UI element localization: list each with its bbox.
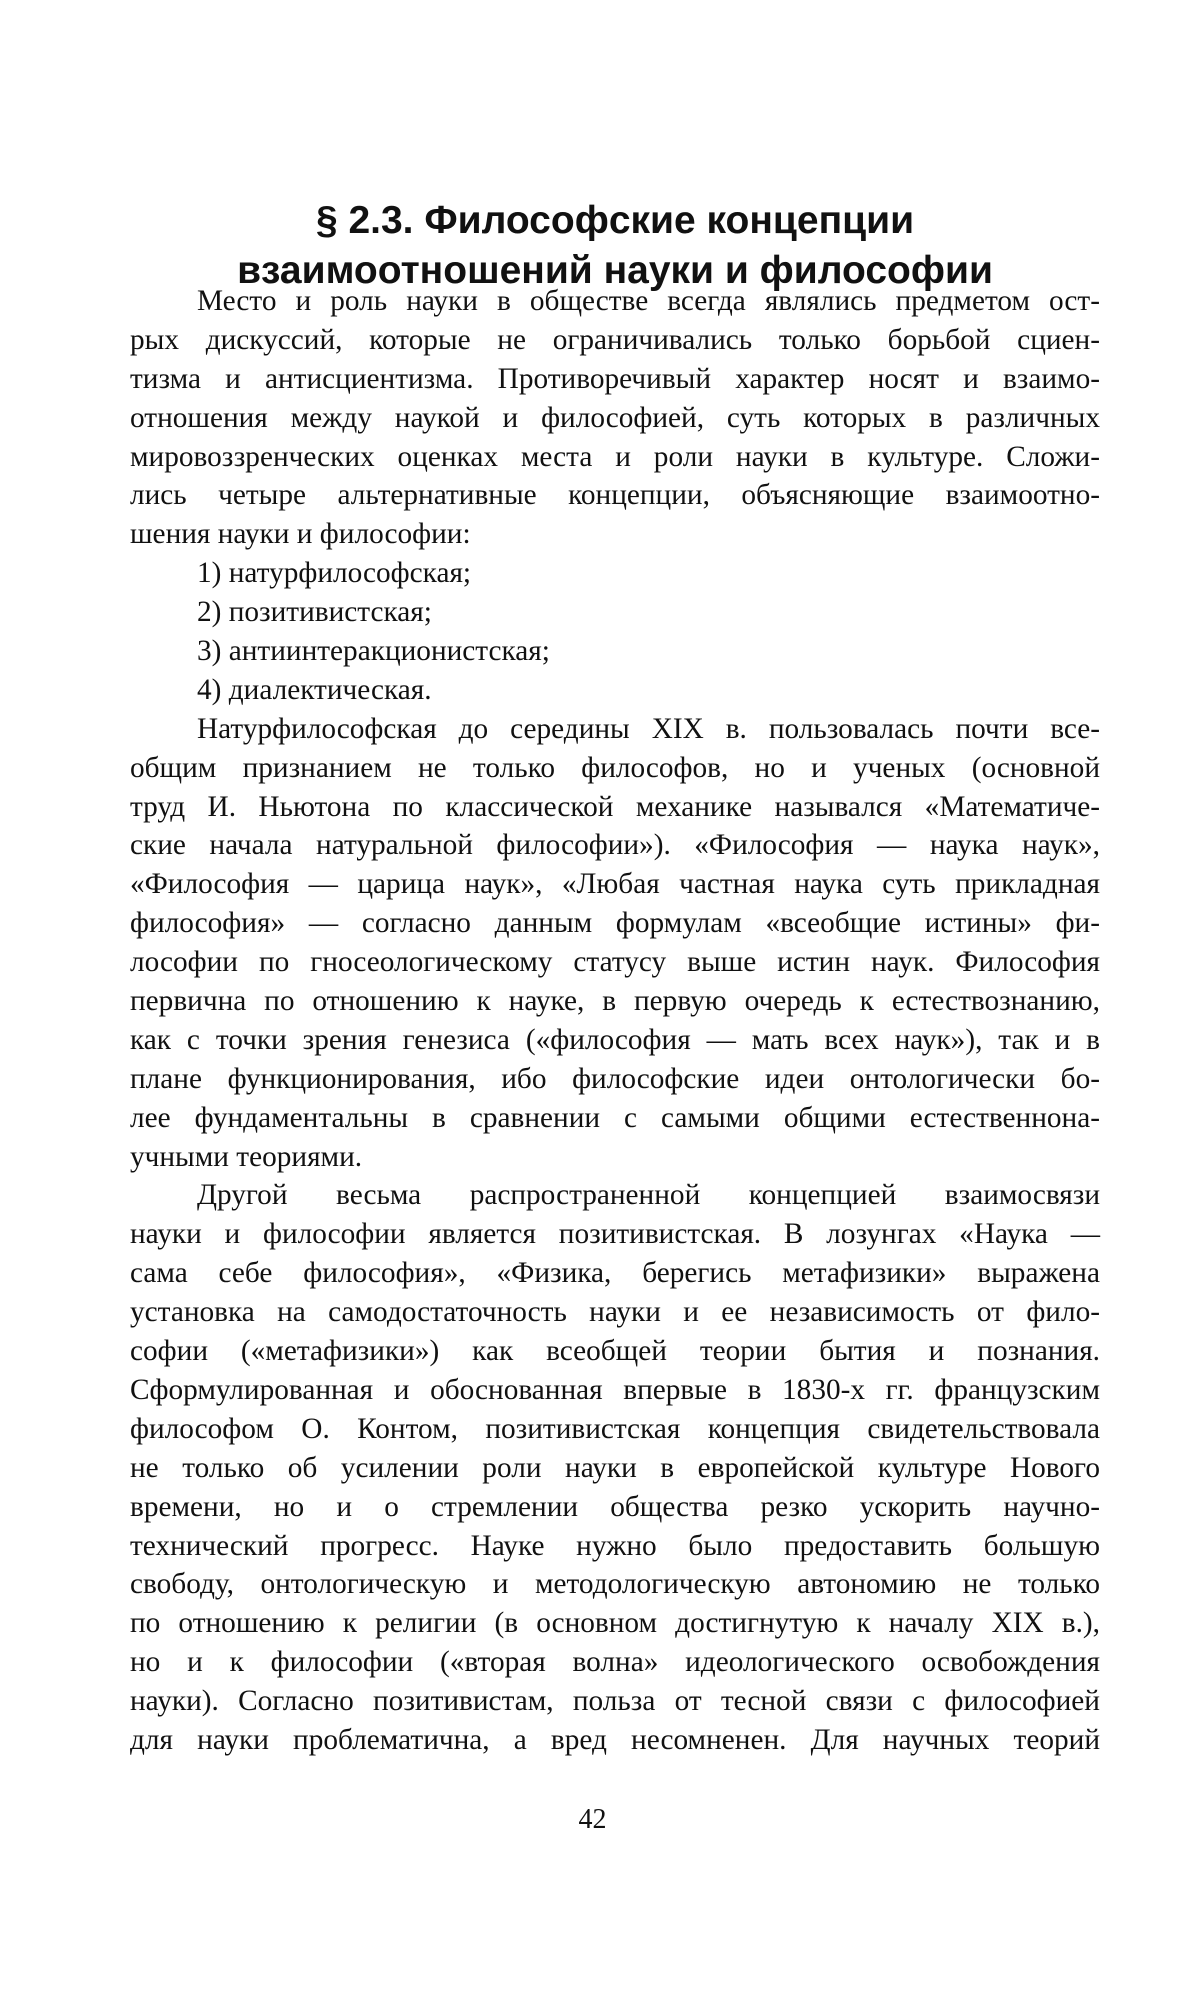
body-text [130,282,1100,1760]
body-line: Другой весьма распространенной концепцией взаимосвязи [197,1179,1100,1212]
list-item: 2) позитивистская; [197,596,432,629]
body-line: ские начала натуральной философии»). «Философия — наука наук», [130,829,1100,862]
body-line: сама себе философия», «Физика, берегись метафизики» выражена [130,1257,1100,1290]
body-line: софии («метафизики») как всеобщей теории бытия и познания. [130,1335,1100,1368]
body-line: лее фундаментальны в сравнении с самыми общими естественнона- [130,1101,1100,1134]
body-line: отношения между наукой и философией, суть которых в различных [130,401,1100,434]
body-line: свободу, онтологическую и методологическую автономию не только [130,1568,1100,1601]
body-line: учными теориями. [130,1140,363,1173]
body-line: но и к философии («вторая волна» идеологического освобождения [130,1646,1100,1679]
body-line: науки и философии является позитивистская. В лозунгах «Наука — [130,1218,1100,1251]
list-item: 3) антиинтеракционистская; [197,635,550,668]
body-line: мировоззренческих оценках места и роли науки в культуре. Сложи- [130,440,1100,473]
body-line: первична по отношению к науке, в первую очередь к естествознанию, [130,985,1100,1018]
body-line: по отношению к религии (в основном достигнутую к началу XIX в.), [130,1607,1100,1640]
body-line: науки). Согласно позитивистам, польза от тесной связи с философией [130,1685,1100,1718]
body-line: философом О. Контом, позитивистская концепция свидетельствовала [130,1412,1100,1445]
body-line: труд И. Ньютона по классической механике назывался «Математиче- [130,790,1100,823]
body-line: Место и роль науки в обществе всегда являлись предметом ост- [197,285,1100,317]
body-line: философия» — согласно данным формулам «всеобщие истины» фи- [130,907,1100,940]
body-line: шения науки и философии: [130,518,471,551]
body-line: не только об усилении роли науки в европейской культуре Нового [130,1451,1100,1484]
body-line: лософии по гносеологическому статусу выше истин наук. Философия [130,946,1100,979]
page-number: 42 [578,1804,607,1835]
body-line: общим признанием не только философов, но и ученых (основной [130,751,1100,784]
body-line: как с точки зрения генезиса («философия — мать всех наук»), так и в [130,1023,1100,1056]
list-item: 1) натурфилософская; [197,557,472,590]
body-line: «Философия — царица наук», «Любая частная наука суть прикладная [130,868,1100,901]
body-line: Сформулированная и обоснованная впервые в 1830-х гг. французским [130,1373,1100,1406]
heading-line-2: взаимоотношений науки и философии [237,249,993,293]
body-line: технический прогресс. Науке нужно было предоставить большую [130,1529,1100,1562]
body-line: Натурфилософская до середины XIX в. пользовалась почти все- [197,712,1100,745]
body-line: времени, но и о стремлении общества резко ускорить научно- [130,1490,1100,1523]
body-line: для науки проблематична, а вред несомненен. Для научных теорий [130,1723,1100,1756]
body-line: плане функционирования, ибо философские идеи онтологически бо- [130,1062,1100,1095]
heading-line-1: § 2.3. Философские концепции [315,199,915,243]
body-line: тизма и антисциентизма. Противоречивый характер носят и взаимо- [130,362,1100,395]
list-item: 4) диалектическая. [197,673,432,706]
body-line: установка на самодостаточность науки и ее независимость от фило- [130,1296,1100,1329]
body-line: рых дискуссий, которые не ограничивались только борьбой сциен- [130,323,1100,356]
body-line: лись четыре альтернативные концепции, объясняющие взаимоотно- [130,479,1100,512]
